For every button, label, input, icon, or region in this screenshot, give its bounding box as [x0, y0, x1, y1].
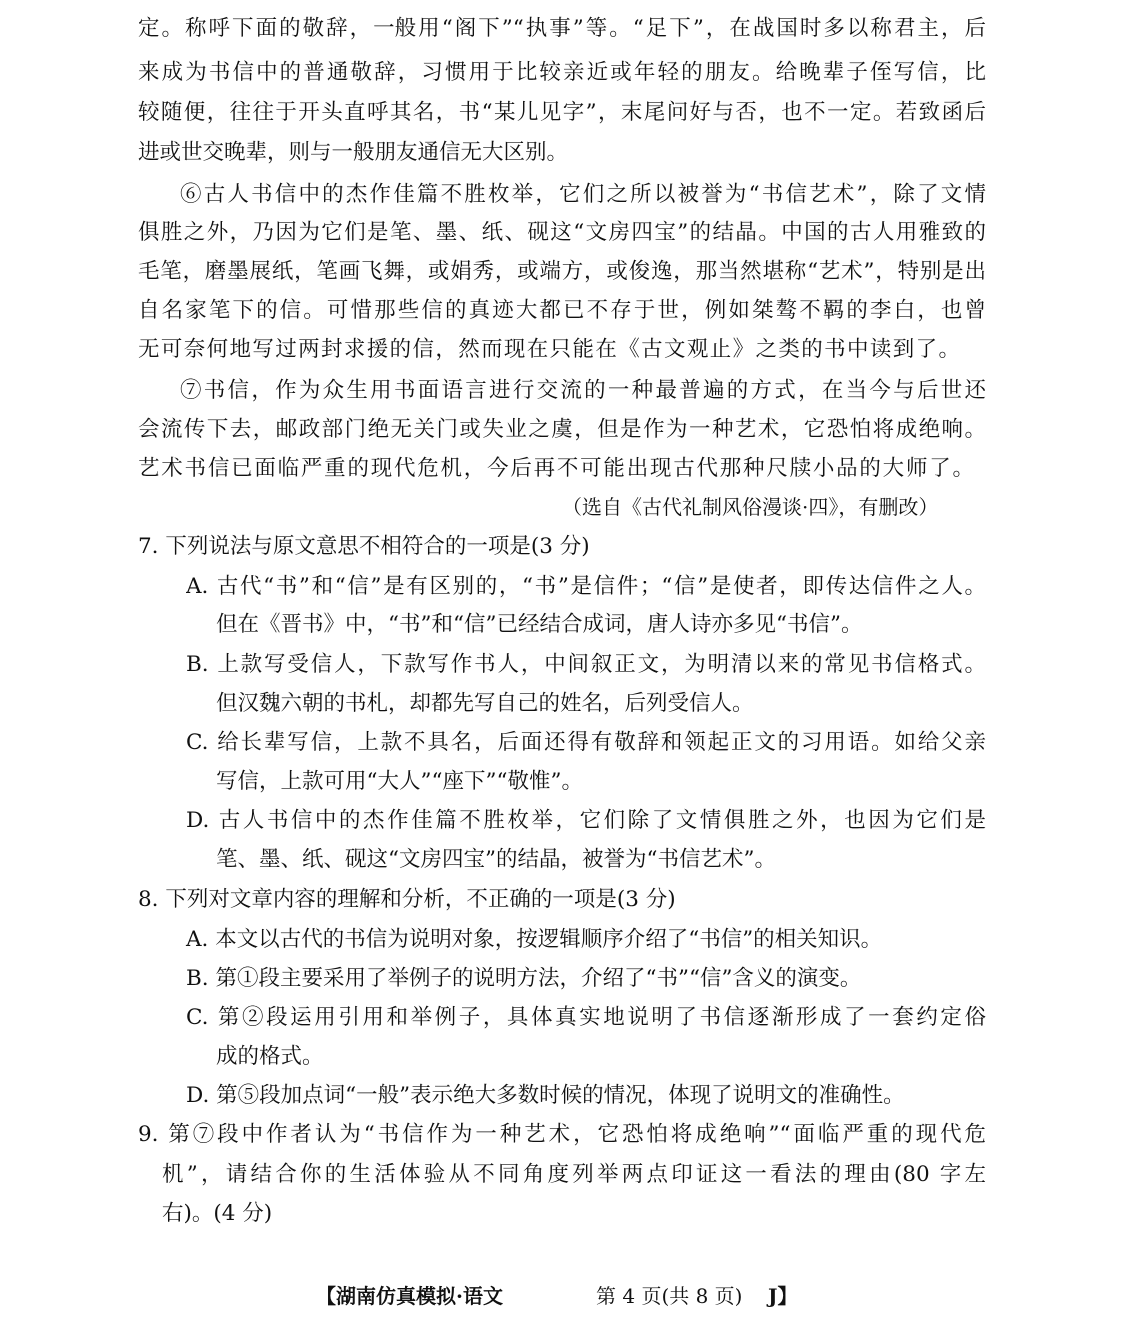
- question-7-option-b-cont: 但汉魏六朝的书札，却都先写自己的姓名，后列受信人。: [216, 691, 754, 716]
- question-9-stem-end: 右)。(4 分): [162, 1201, 273, 1226]
- passage-line: 俱胜之外，乃因为它们是笔、墨、纸、砚这“文房四宝”的结晶。中国的古人用雅致的: [138, 220, 986, 245]
- passage-line: 定。称呼下面的敬辞，一般用“阁下”“执事”等。“足下”，在战国时多以称君主，后: [138, 14, 986, 44]
- question-8-option-c-cont: 成的格式。: [216, 1044, 324, 1069]
- footer-version-mark: J】: [768, 1284, 798, 1308]
- question-8-option-d: D. 第⑤段加点词“一般”表示绝大多数时候的情况，体现了说明文的准确性。: [186, 1083, 905, 1108]
- passage-source: （选自《古代礼制风俗漫谈·四》，有删改）: [562, 495, 939, 519]
- footer-exam-title: 【湖南仿真模拟·语文: [316, 1284, 503, 1308]
- passage-line: 较随便，往往于开头直呼其名，书“某儿见字”，末尾问好与否，也不一定。若致函后: [138, 100, 986, 125]
- footer-page-number: 第 4 页(共 8 页): [596, 1284, 743, 1308]
- question-8-option-a: A. 本文以古代的书信为说明对象，按逻辑顺序介绍了“书信”的相关知识。: [186, 927, 883, 952]
- question-7-stem: 7. 下列说法与原文意思不相符合的一项是(3 分): [138, 534, 590, 559]
- passage-line: ⑦书信，作为众生用书面语言进行交流的一种最普遍的方式，在当今与后世还: [180, 378, 986, 403]
- passage-line: 无可奈何地写过两封求援的信，然而现在只能在《古文观止》之类的书中读到了。: [138, 337, 960, 362]
- question-7-option-d-cont: 笔、墨、纸、砚这“文房四宝”的结晶，被誉为“书信艺术”。: [216, 847, 776, 872]
- passage-line: 艺术书信已面临严重的现代危机，今后再不可能出现古代那种尺牍小品的大师了。: [138, 456, 974, 481]
- passage-line: 进或世交晚辈，则与一般朋友通信无大区别。: [138, 140, 569, 165]
- question-7-option-c: C. 给长辈写信，上款不具名，后面还得有敬辞和领起正文的习用语。如给父亲: [186, 730, 986, 755]
- question-7-option-d: D. 古人书信中的杰作佳篇不胜枚举，它们除了文情俱胜之外，也因为它们是: [186, 808, 986, 833]
- question-7-option-b: B. 上款写受信人，下款写作书人，中间叙正文，为明清以来的常见书信格式。: [186, 652, 986, 677]
- question-7-option-a: A. 古代“书”和“信”是有区别的，“书”是信件；“信”是使者，即传达信件之人。: [186, 574, 986, 599]
- question-8-stem: 8. 下列对文章内容的理解和分析，不正确的一项是(3 分): [138, 887, 676, 912]
- question-7-option-a-cont: 但在《晋书》中，“书”和“信”已经结合成词，唐人诗亦多见“书信”。: [216, 612, 863, 637]
- question-7-option-c-cont: 写信，上款可用“大人”“座下”“敬惟”。: [216, 769, 583, 794]
- question-9-stem: 9. 第⑦段中作者认为“书信作为一种艺术，它恐怕将成绝响”“面临严重的现代危: [138, 1122, 986, 1147]
- question-9-stem-cont: 机”，请结合你的生活体验从不同角度列举两点印证这一看法的理由(80 字左: [162, 1162, 986, 1187]
- passage-line: 自名家笔下的信。可惜那些信的真迹大都已不存于世，例如桀骜不羁的李白，也曾: [138, 298, 986, 323]
- passage-line: 毛笔，磨墨展纸，笔画飞舞，或娟秀，或端方，或俊逸，那当然堪称“艺术”，特别是出: [138, 259, 986, 284]
- question-8-option-b: B. 第①段主要采用了举例子的说明方法，介绍了“书”“信”含义的演变。: [186, 966, 862, 991]
- passage-line: ⑥古人书信中的杰作佳篇不胜枚举，它们之所以被誉为“书信艺术”，除了文情: [180, 182, 986, 207]
- passage-line: 会流传下去，邮政部门绝无关门或失业之虞，但是作为一种艺术，它恐怕将成绝响。: [138, 417, 986, 442]
- passage-line: 来成为书信中的普通敬辞，习惯用于比较亲近或年轻的朋友。给晚辈子侄写信，比: [138, 60, 986, 85]
- emphasis-dot-word: 一般: [373, 14, 416, 44]
- question-8-option-c: C. 第②段运用引用和举例子，具体真实地说明了书信逐渐形成了一套约定俗: [186, 1005, 986, 1030]
